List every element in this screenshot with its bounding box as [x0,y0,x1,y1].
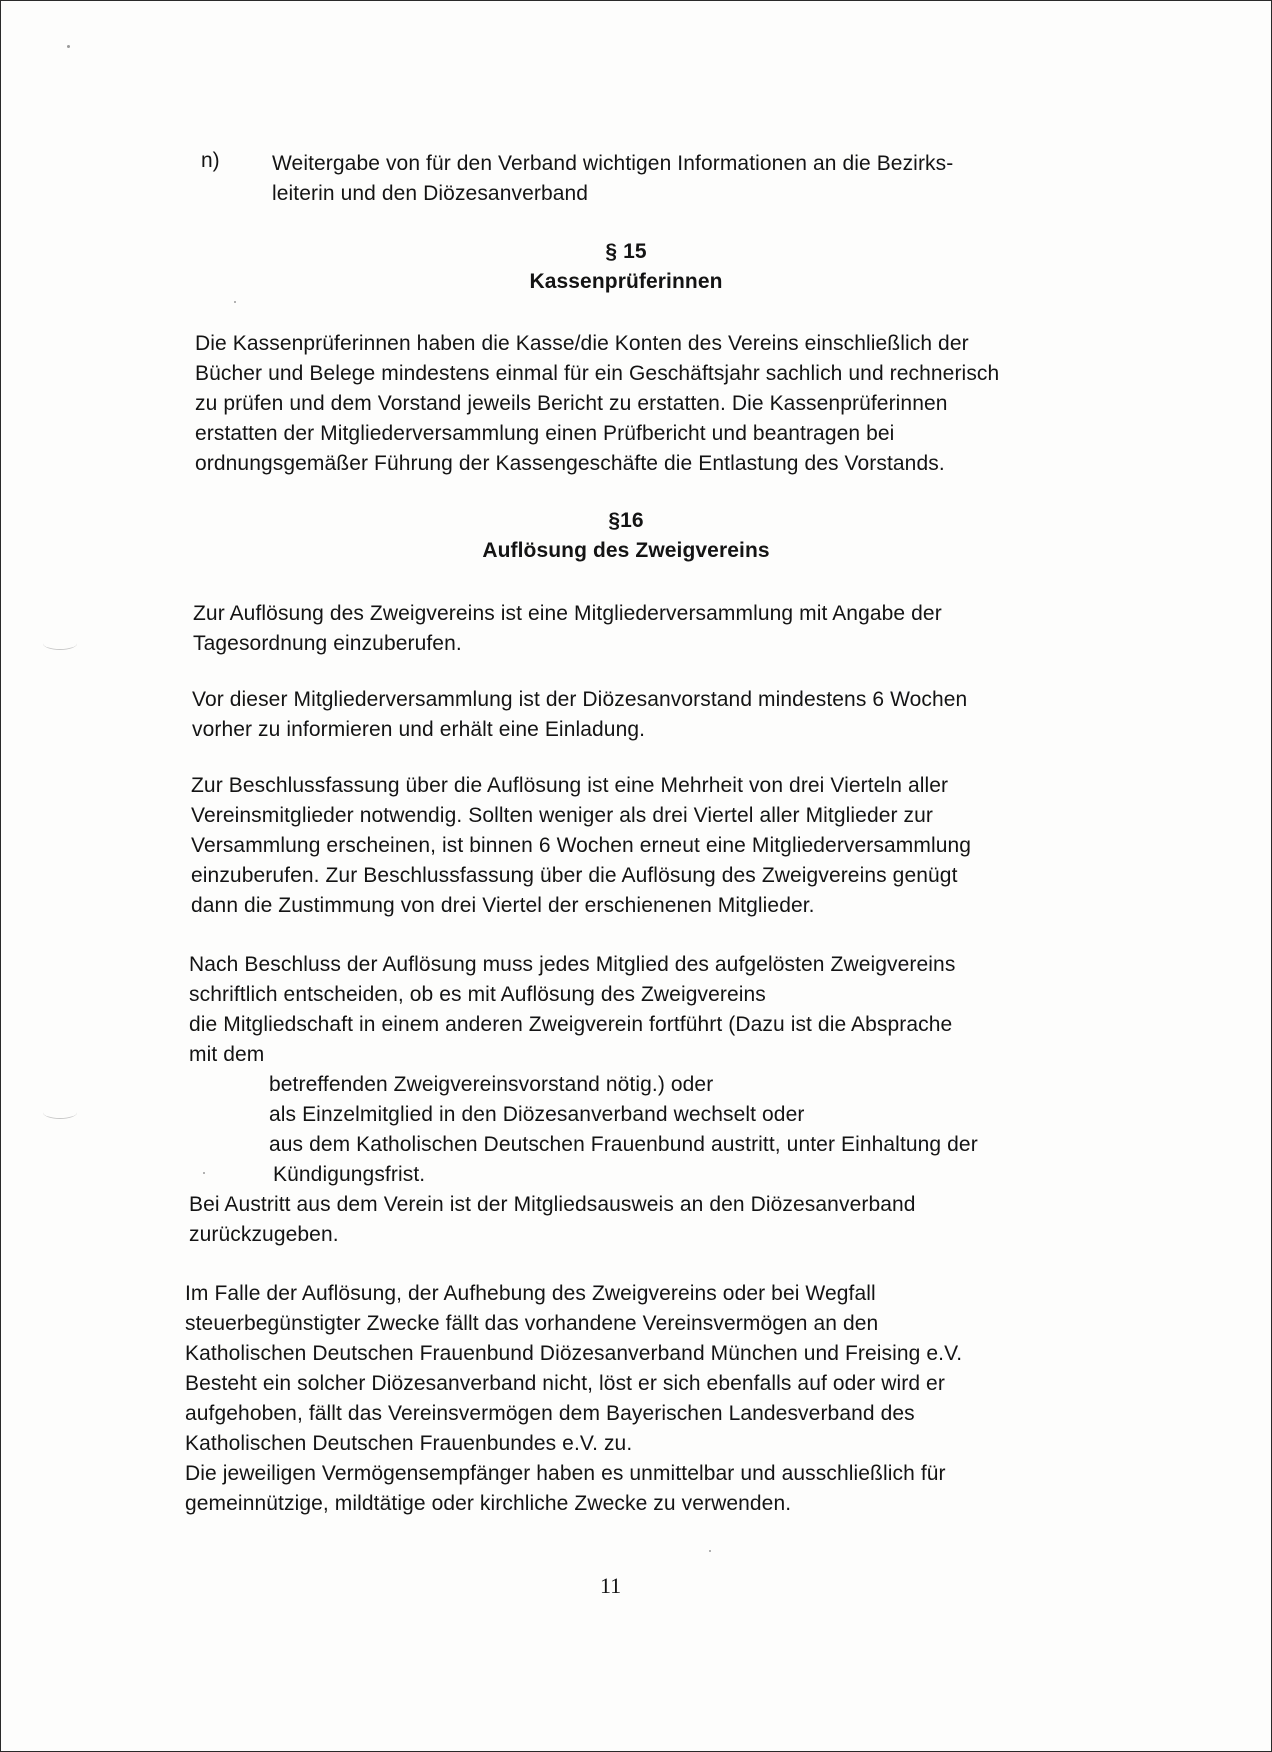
text-line: erstatten der Mitgliederversammlung einen Prüfbericht und beantragen bei [195,422,895,445]
section-16-paragraph-5 [185,1279,1085,1519]
text-line: die Mitgliedschaft in einem anderen Zweigverein fortführt (Dazu ist die Absprache [189,1013,953,1036]
text-line: Zur Beschlussfassung über die Auflösung ist eine Mehrheit von drei Vierteln aller [191,774,949,797]
text-line: zurückzugeben. [189,1223,339,1246]
section-16-paragraph-2 [192,685,1092,745]
section-number: §16 [608,509,644,532]
page-number: 11 [600,1573,622,1598]
text-line: steuerbegünstigter Zwecke fällt das vorhandene Vereinsvermögen an den [185,1312,879,1335]
section-title: Kassenprüferinnen [529,270,723,293]
text-line: zu prüfen und dem Vorstand jeweils Bericht zu erstatten. Die Kassenprüferinnen [195,392,948,415]
text-line-indented: Kündigungsfrist. [273,1163,426,1186]
section-16-heading [1,506,1251,566]
text-line: schriftlich entscheiden, ob es mit Auflösung des Zweigvereins [189,983,766,1006]
text-line: Die jeweiligen Vermögensempfänger haben es unmittelbar und ausschließlich für [185,1462,946,1485]
scan-speck [709,1550,711,1552]
text-line: Nach Beschluss der Auflösung muss jedes Mitglied des aufgelösten Zweigvereins [189,953,956,976]
text-line: ordnungsgemäßer Führung der Kassengeschäfte die Entlastung des Vorstands. [195,452,945,475]
text-line: Vereinsmitglieder notwendig. Sollten weniger als drei Viertel aller Mitglieder zur [191,804,934,827]
punch-hole-shadow [43,637,77,650]
text-line: Die Kassenprüferinnen haben die Kasse/die Konten des Vereins einschließlich der [195,332,969,355]
text-line-indented: betreffenden Zweigvereinsvorstand nötig.) oder [269,1073,714,1096]
text-line: aufgehoben, fällt das Vereinsvermögen dem Bayerischen Landesverband des [185,1402,915,1425]
text-line: Zur Auflösung des Zweigvereins ist eine Mitgliederversammlung mit Angabe der [193,602,942,625]
text-line: einzuberufen. Zur Beschlussfassung über die Auflösung des Zweigvereins genügt [191,864,958,887]
text-line-indented: als Einzelmitglied in den Diözesanverband wechselt oder [269,1103,805,1126]
list-item-n [272,149,1172,209]
section-number: § 15 [605,240,647,263]
text-line: Versammlung erscheinen, ist binnen 6 Wochen erneut eine Mitgliederversammlung [191,834,972,857]
list-marker: n) [201,149,220,172]
text-line: Tagesordnung einzuberufen. [193,632,462,655]
text-line: gemeinnützige, mildtätige oder kirchliche Zwecke zu verwenden. [185,1492,792,1515]
text-line: Katholischen Deutschen Frauenbund Diözesanverband München und Freising e.V. [185,1342,963,1365]
punch-hole-shadow [43,1106,77,1119]
section-16-paragraph-4 [189,950,1089,1250]
scan-speck [234,301,236,303]
text-line: dann die Zustimmung von drei Viertel der erschienenen Mitglieder. [191,894,815,917]
text-line: Vor dieser Mitgliederversammlung ist der Diözesanvorstand mindestens 6 Wochen [192,688,968,711]
text-line: vorher zu informieren und erhält eine Einladung. [192,718,646,741]
text-line: Weitergabe von für den Verband wichtigen Informationen an die Bezirks- [272,152,954,175]
text-line-indented: aus dem Katholischen Deutschen Frauenbund austritt, unter Einhaltung der [269,1133,978,1156]
text-line: Im Falle der Auflösung, der Aufhebung des Zweigvereins oder bei Wegfall [185,1282,876,1305]
text-line: leiterin und den Diözesanverband [272,182,589,205]
section-title: Auflösung des Zweigvereins [482,539,770,562]
text-line: Besteht ein solcher Diözesanverband nicht, löst er sich ebenfalls auf oder wird er [185,1372,945,1395]
section-16-paragraph-1 [193,599,1093,659]
text-line: mit dem [189,1043,265,1066]
text-line: Katholischen Deutschen Frauenbundes e.V. zu. [185,1432,633,1455]
section-15-heading [1,237,1251,297]
scan-speck [67,45,70,48]
text-line: Bei Austritt aus dem Verein ist der Mitgliedsausweis an den Diözesanverband [189,1193,916,1216]
section-16-paragraph-3 [191,771,1091,921]
text-line: Bücher und Belege mindestens einmal für ein Geschäftsjahr sachlich und rechnerisch [195,362,1000,385]
section-15-paragraph [195,329,1095,479]
